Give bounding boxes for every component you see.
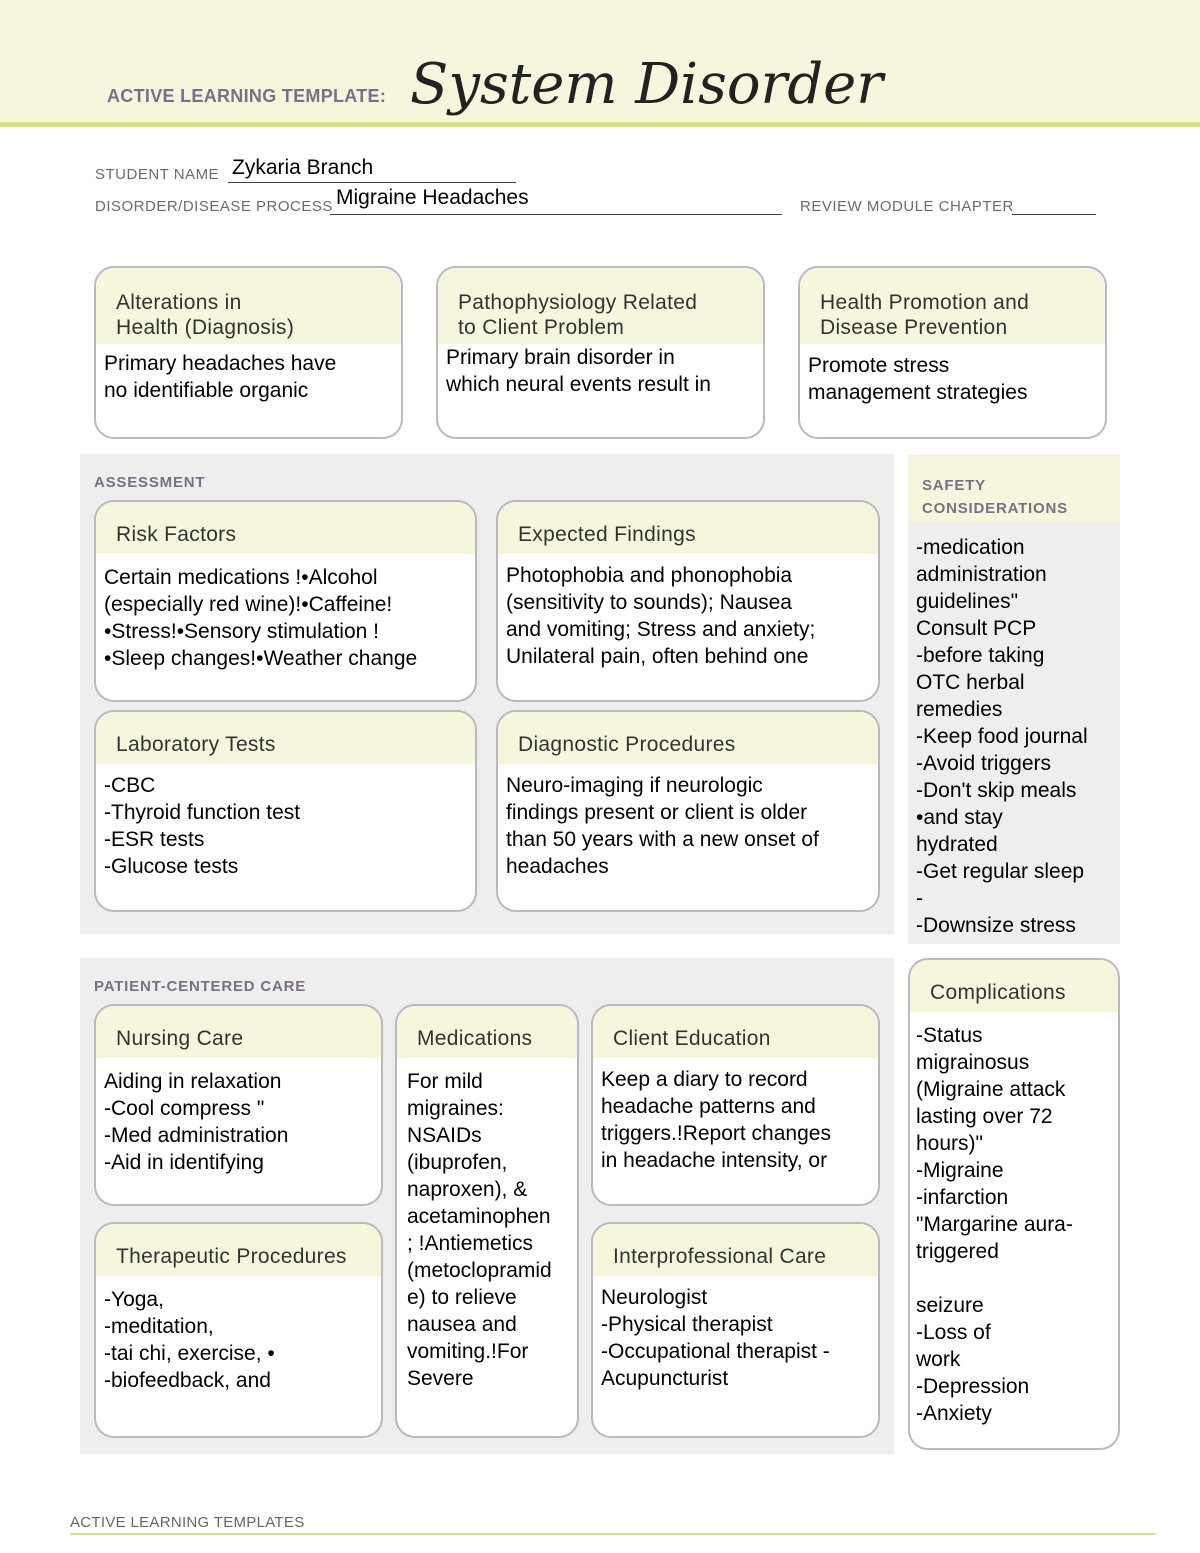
page-title: System Disorder [410,52,884,117]
disorder-label: DISORDER/DISEASE PROCESS [95,198,333,215]
pathophysiology-card [436,266,765,439]
medications-title: Medications [417,1027,533,1050]
health-promotion-card [798,266,1107,439]
student-name-field[interactable]: Zykaria Branch [232,156,374,179]
alterations-card [94,266,403,439]
nursing-care-title: Nursing Care [116,1027,244,1050]
client-education-card [591,1004,880,1206]
header-divider [0,122,1200,127]
therapeutic-procedures-text[interactable]: -Yoga, -meditation, -tai chi, exercise, • -biofeedback, and [104,1288,275,1392]
complications-card [908,958,1120,1450]
disorder-field[interactable]: Migraine Headaches [336,186,529,209]
template-label: ACTIVE LEARNING TEMPLATE: [107,86,387,106]
interprofessional-care-title: Interprofessional Care [613,1245,827,1268]
expected-findings-text[interactable]: Photophobia and phonophobia (sensitivity to sounds); Nausea and vomiting; Stress and anxiety; Unilateral pain, often behind one [506,564,816,668]
patient-centered-care-heading: PATIENT-CENTERED CARE [94,978,307,995]
laboratory-tests-text[interactable]: -CBC -Thyroid function test -ESR tests -Glucose tests [104,774,301,878]
diagnostic-procedures-text[interactable]: Neuro-imaging if neurologic findings present or client is older than 50 years with a new onset of headaches [506,774,819,878]
client-education-text[interactable]: Keep a diary to record headache patterns and triggers.!Report changes in headache intensity, or [601,1068,831,1172]
therapeutic-procedures-title: Therapeutic Procedures [116,1245,347,1268]
expected-findings-title: Expected Findings [518,523,696,546]
health-promotion-title: Health Promotion and Disease Prevention [820,291,1030,339]
safety-text[interactable]: -medication administration guidelines" Consult PCP -before taking OTC herbal remedies -Keep food journal -Avoid triggers -Don't skip meals •and stay hydrated -Get regular sleep - -Downsize stress [916,536,1088,937]
laboratory-tests-title: Laboratory Tests [116,733,276,756]
footer-divider [70,1533,1155,1535]
alterations-title: Alterations in Health (Diagnosis) [116,291,295,339]
expected-findings-card [496,500,880,702]
footer-text: ACTIVE LEARNING TEMPLATES [70,1514,305,1531]
pathophysiology-title: Pathophysiology Related to Client Problem [458,291,698,339]
laboratory-tests-card [94,710,477,912]
diagnostic-procedures-card [496,710,880,912]
diagnostic-procedures-title: Diagnostic Procedures [518,733,736,756]
client-education-title: Client Education [613,1027,771,1050]
medications-card [395,1004,579,1438]
nursing-care-card [94,1004,383,1206]
therapeutic-procedures-card [94,1222,383,1438]
review-chapter-field[interactable] [1012,214,1096,215]
complications-text[interactable]: -Status migrainosus (Migraine attack lasting over 72 hours)" -Migraine -infarction "Margarine aura- triggered seizure -Loss of work -Depression -Anxiety [916,1024,1073,1425]
student-name-label: STUDENT NAME [95,166,220,183]
risk-factors-text[interactable]: Certain medications !•Alcohol (especially red wine)!•Caffeine! •Stress!•Sensory stimulation ! •Sleep changes!•Weather change [104,566,418,670]
risk-factors-title: Risk Factors [116,523,237,546]
student-name-underline [228,182,516,183]
risk-factors-card [94,500,477,702]
interprofessional-care-card [591,1222,880,1438]
disorder-underline [330,214,782,215]
review-chapter-label: REVIEW MODULE CHAPTER [800,198,1014,215]
medications-text[interactable]: For mild migraines: NSAIDs (ibuprofen, naproxen), & acetaminophen ; !Antiemetics (metoclopramid e) to relieve nausea and vomiting.!For Severe [407,1070,552,1390]
pathophysiology-text[interactable]: Primary brain disorder in which neural events result in [446,346,711,396]
interprofessional-care-text[interactable]: Neurologist -Physical therapist -Occupational therapist - Acupuncturist [601,1286,830,1390]
alterations-text[interactable]: Primary headaches have no identifiable organic [104,352,337,402]
health-promotion-text[interactable]: Promote stress management strategies [808,354,1028,404]
assessment-heading: ASSESSMENT [94,474,206,491]
nursing-care-text[interactable]: Aiding in relaxation -Cool compress " -Med administration -Aid in identifying [104,1070,289,1174]
safety-heading: SAFETY CONSIDERATIONS [922,477,1068,517]
complications-title: Complications [930,981,1066,1004]
